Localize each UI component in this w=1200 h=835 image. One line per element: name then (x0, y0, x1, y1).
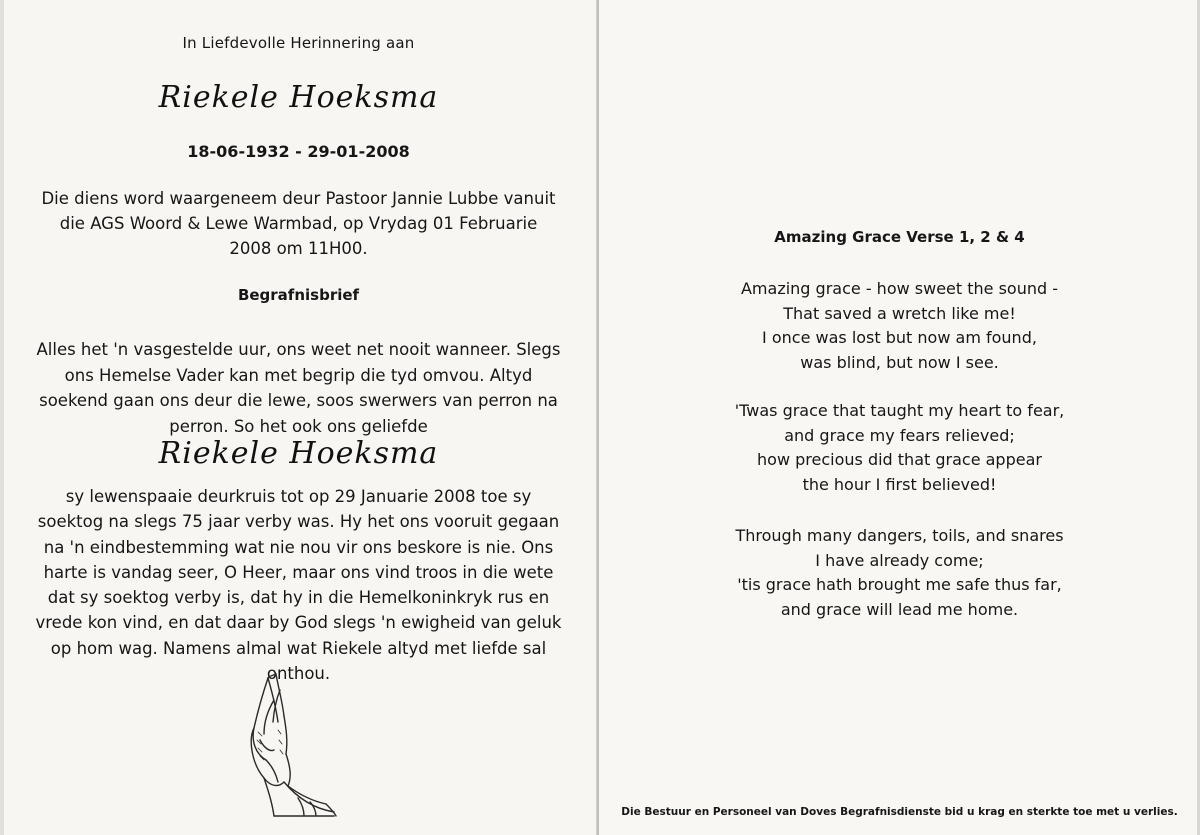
right-page (599, 0, 1200, 835)
verse-line: I have already come; (815, 550, 984, 570)
page-edge (0, 0, 4, 835)
deceased-name: Riekele Hoeksma (158, 80, 439, 115)
intro-line: In Liefdevolle Herinnering aan (182, 34, 415, 52)
verse-line: was blind, but now I see. (800, 352, 999, 372)
letter-paragraph-2: sy lewenspaaie deurkruis tot op 29 Januarie 2008 toe sy soektog na slegs 75 jaar verby was. Hy het ons vooruit gegaan na 'n eindbestemming wat nie nou vir ons beskore is nie. Ons harte is vandag seer, O Heer, maar ons vind troos in die wete dat sy soektog verby is, dat hy in die Hemelkoninkryk rus en vrede kon vind, en dat daar by God slegs 'n ewigheid van geluk op hom wag. Namens almal wat Riekele altyd met liefde sal onthou. (35, 487, 562, 684)
verse-line: 'Twas grace that taught my heart to fear, (734, 401, 1065, 420)
hymn-heading: Amazing Grace Verse 1, 2 & 4 (774, 228, 1025, 246)
letter-heading: Begrafnisbrief (237, 286, 360, 304)
verse-line: and grace my fears relieved; (784, 425, 1015, 445)
verse-line: Through many dangers, toils, and snares (735, 526, 1064, 545)
hymn-verse-2 (639, 399, 1160, 497)
hymn-verse-1 (639, 277, 1160, 375)
verse-line: 'tis grace hath brought me safe thus far, (737, 575, 1062, 594)
deceased-name-repeat: Riekele Hoeksma (158, 436, 439, 471)
funeral-home-footer: Die Bestuur en Personeel van Doves Begrafnisdienste bid u krag en sterkte toe met u verlies. (621, 806, 1178, 818)
letter-paragraph-1: Alles het 'n vasgestelde uur, ons weet net nooit wanneer. Slegs ons Hemelse Vader kan met begrip die tyd omvou. Altyd soekend gaan ons deur die lewe, soos swerwers van perron na perron. So het ook ons geliefde (36, 340, 561, 436)
verse-line: how precious did that grace appear (757, 450, 1042, 469)
verse-line: That saved a wretch like me! (783, 303, 1016, 323)
left-page (0, 0, 597, 835)
praying-hands-icon (238, 670, 348, 820)
verse-line: Amazing grace - how sweet the sound - (740, 279, 1059, 298)
life-dates: 18-06-1932 - 29-01-2008 (187, 142, 410, 161)
verse-line: the hour I first believed! (802, 474, 997, 494)
verse-line: and grace will lead me home. (780, 599, 1019, 619)
hymn-verse-3 (639, 524, 1160, 622)
service-details: Die diens word waargeneem deur Pastoor Jannie Lubbe vanuit die AGS Woord & Lewe Warmbad, op Vrydag 01 Februarie 2008 om 11H00. (41, 189, 556, 258)
verse-line: I once was lost but now am found, (762, 328, 1037, 347)
